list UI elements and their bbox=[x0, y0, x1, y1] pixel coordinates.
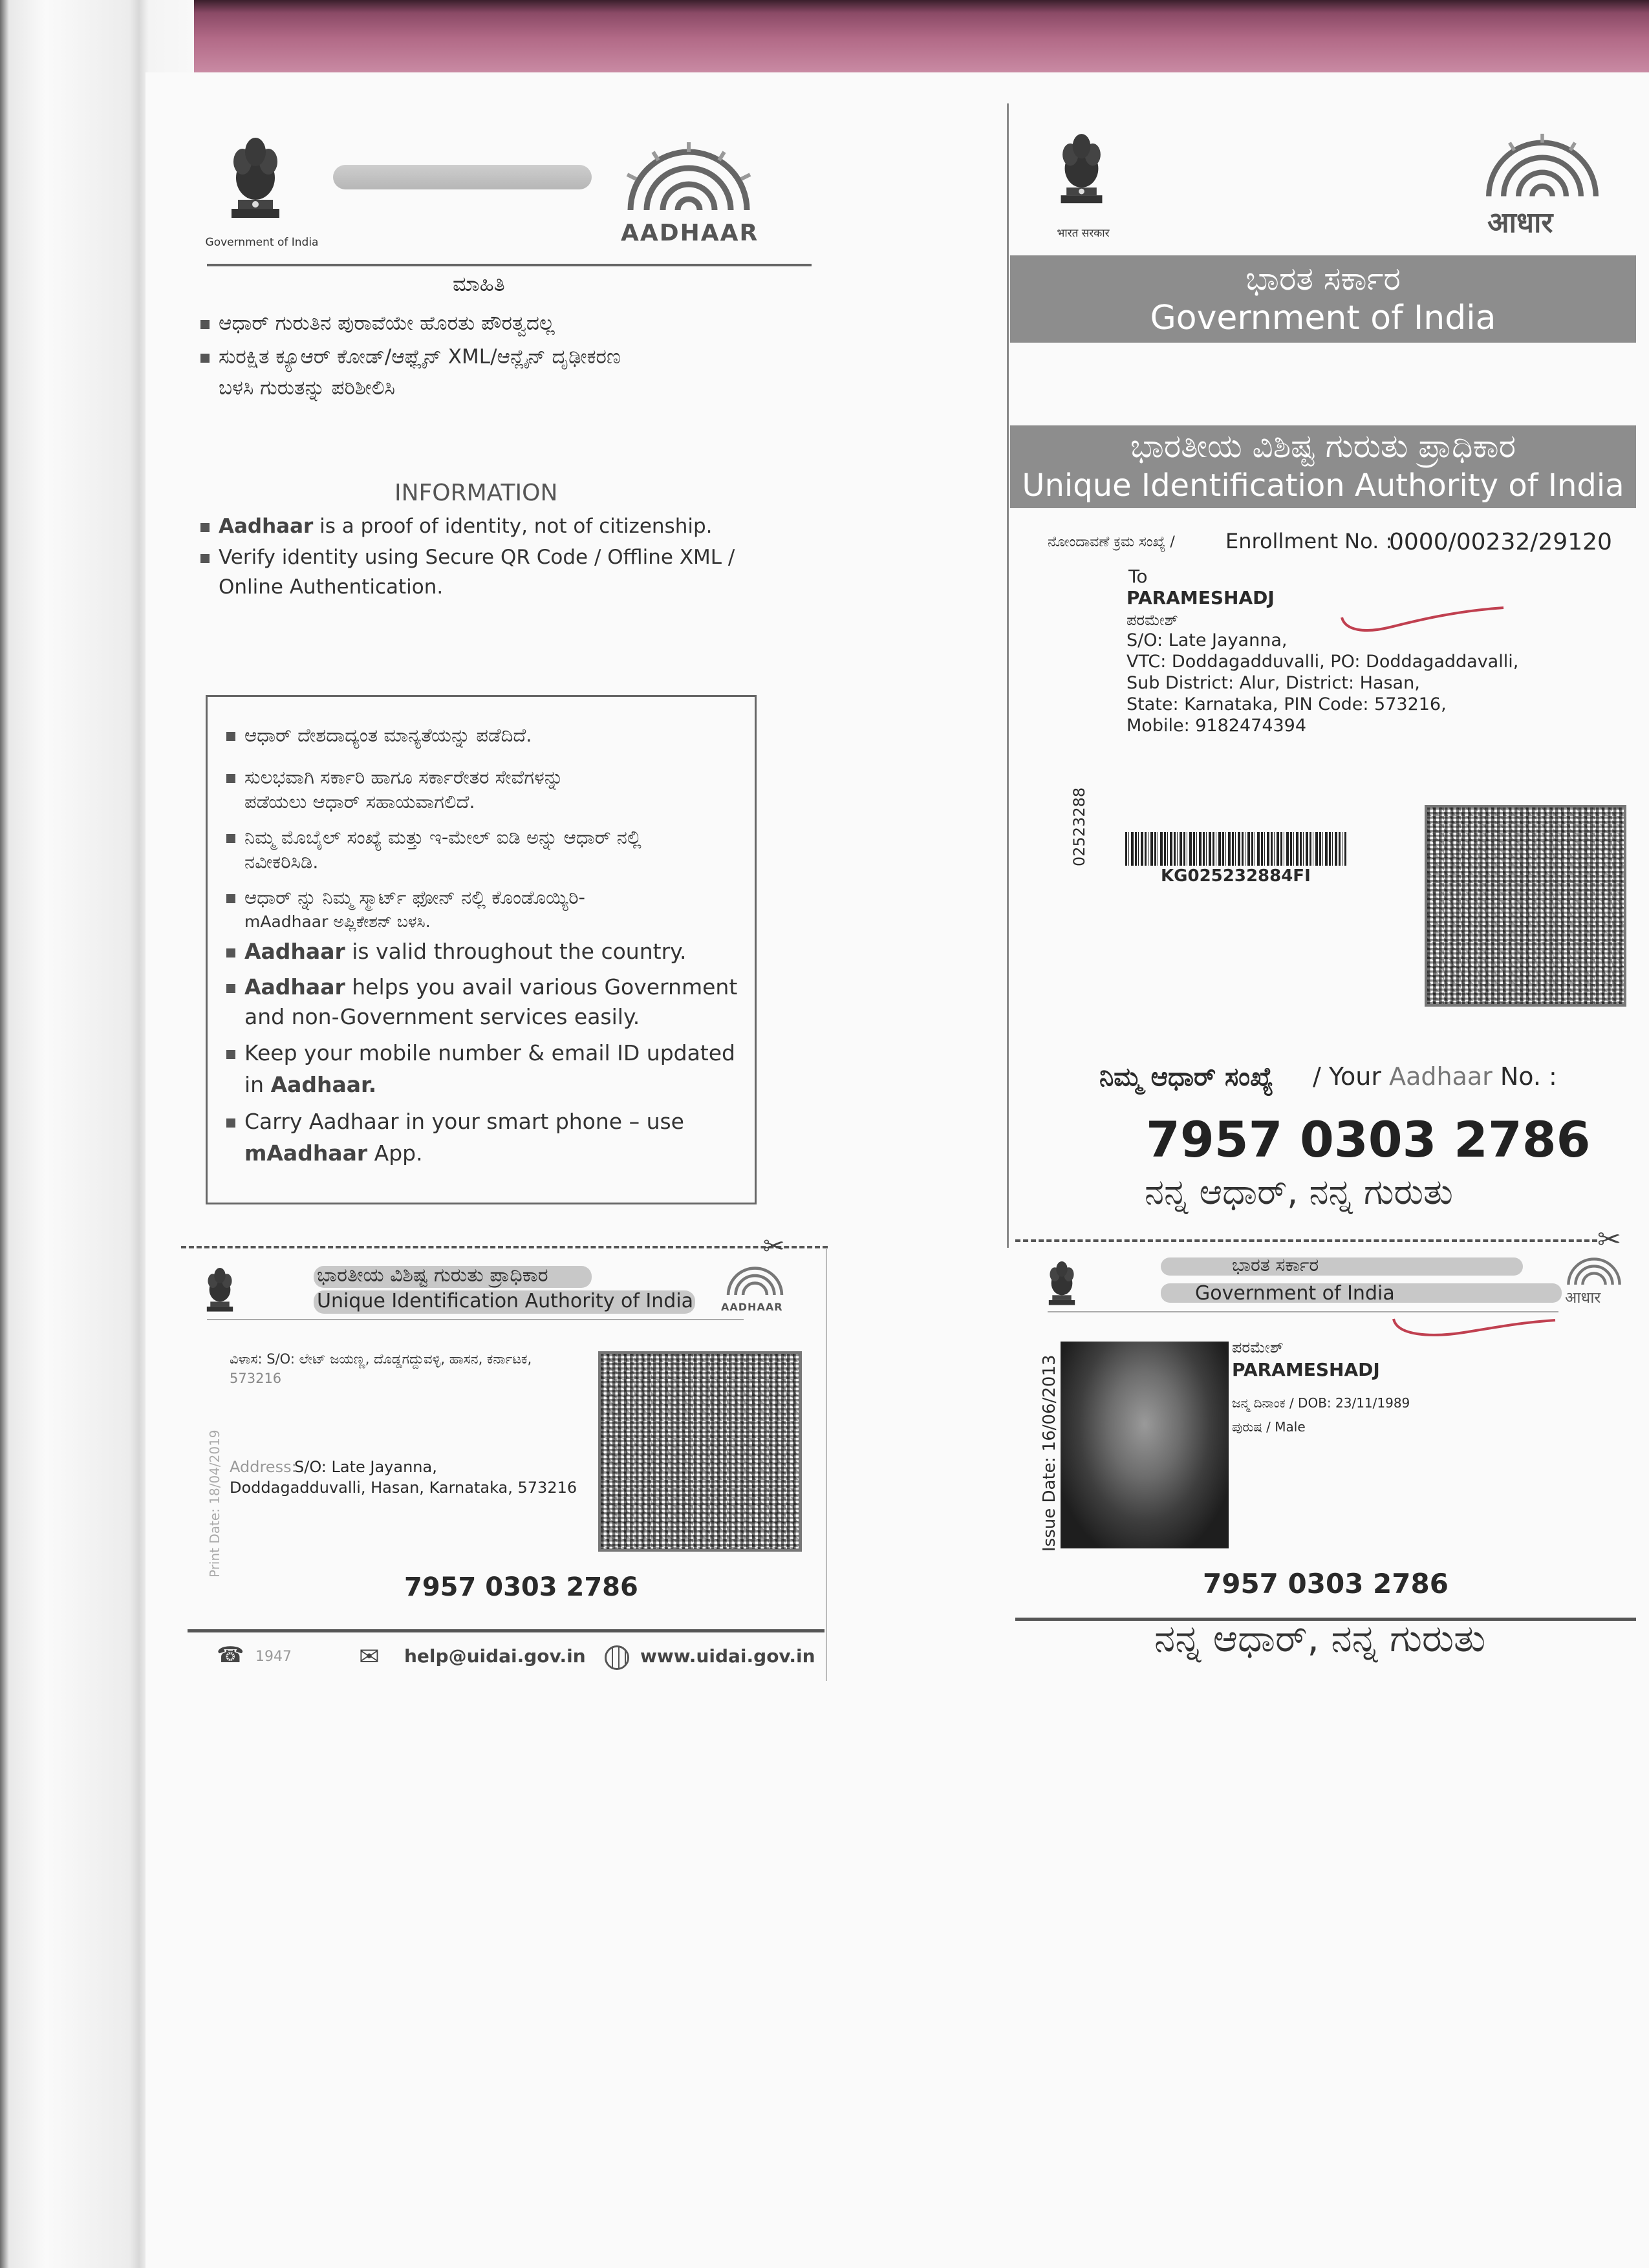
box-en-1: Aadhaar is valid throughout the country. bbox=[226, 937, 686, 966]
info-bullet-2: Verify identity using Secure QR Code / Offline XML / bbox=[200, 543, 735, 572]
print-date bbox=[207, 1554, 382, 1578]
right-logo-text: आधार bbox=[1487, 206, 1553, 239]
scan-background-top bbox=[0, 0, 1649, 72]
front-card-emblem-icon bbox=[1042, 1254, 1081, 1316]
kn-bullet-2: ಸುರಕ್ಷಿತ ಕ್ಯೂಆರ್ ಕೋಡ್/ಆಫ್ಲೈನ್ XML/ಆನ್ಲೈನ್ ದೃಢೀಕರಣ bbox=[200, 343, 621, 371]
tagline: ನನ್ನ ಆಧಾರ್, ನನ್ನ ಗುರುತು bbox=[1145, 1171, 1453, 1212]
front-card-name: PARAMESHADJ bbox=[1232, 1359, 1380, 1380]
recipient-name: PARAMESHADJ bbox=[1126, 587, 1275, 608]
your-aadhaar-no-kn: ನಿಮ್ಮ ಆಧಾರ್ ಸಂಖ್ಯೆ bbox=[1099, 1062, 1274, 1092]
national-emblem-icon bbox=[220, 133, 291, 230]
issue-date: Issue Date: 16/06/2013 bbox=[1040, 1354, 1059, 1552]
scissors-icon: ✂ bbox=[763, 1232, 785, 1261]
letter-qr-code bbox=[1425, 805, 1626, 1007]
box-kn-4: ಆಧಾರ್ ನ್ನು ನಿಮ್ಮ ಸ್ಮಾರ್ಟ್ ಫೋನ್ ನಲ್ಲಿ ಕೊಂಡೊಯ್ಯಿರಿ- bbox=[226, 883, 585, 912]
front-kn-hologram bbox=[1161, 1257, 1523, 1276]
address-line-3: Sub District: Alur, District: Hasan, bbox=[1126, 673, 1420, 693]
cut-line-right bbox=[1015, 1239, 1597, 1242]
box-kn-2-cont: ಪಡೆಯಲು ಆಧಾರ್ ಸಹಾಯವಾಗಲಿದೆ. bbox=[244, 791, 475, 813]
box-kn-3-cont: ನವೀಕರಿಸಿಡಿ. bbox=[244, 851, 319, 873]
emblem-caption: Government of India bbox=[205, 236, 319, 249]
front-red-pen-mark bbox=[1390, 1312, 1558, 1345]
red-pen-mark bbox=[1339, 604, 1507, 643]
box-en-4: Carry Aadhaar in your smart phone – use bbox=[226, 1107, 684, 1136]
blurred-hologram bbox=[333, 165, 592, 189]
panel-divider bbox=[1007, 103, 1009, 1248]
back-card-aadhaar-number: 7957 0303 2786 bbox=[404, 1572, 638, 1602]
to-label: To bbox=[1128, 566, 1148, 587]
band1-en: Government of India bbox=[1150, 299, 1496, 337]
address-label: Address: bbox=[230, 1458, 297, 1476]
band2-kn: ಭಾರತೀಯ ವಿಶಿಷ್ಟ ಗುರುತು ಪ್ರಾಧಿಕಾರ bbox=[1130, 427, 1516, 465]
back-card-kn-title: ಭಾರತೀಯ ವಿಶಿಷ್ಟ ಗುರುತು ಪ್ರಾಧಿಕಾರ bbox=[317, 1264, 548, 1287]
front-card-logo-text: आधार bbox=[1565, 1289, 1601, 1307]
scissors-right-icon: ✂ bbox=[1597, 1223, 1621, 1256]
box-en-3: Keep your mobile number & email ID updated bbox=[226, 1039, 735, 1067]
kn-bullet-2-cont: ಬಳಸಿ ಗುರುತನ್ನು ಪರಿಶೀಲಿಸಿ bbox=[219, 376, 395, 400]
box-kn-4-cont: mAadhaar ಅಪ್ಲಿಕೇಶನ್ ಬಳಸಿ. bbox=[244, 912, 431, 931]
barcode-text: KG025232884FI bbox=[1161, 866, 1311, 886]
back-card-kn-address: ವಿಳಾಸ: S/O: ಲೇಟ್ ಜಯಣ್ಣ, ದೊಡ್ಡಗದ್ದುವಳ್ಳಿ, ಹಾಸನ, ಕರ್ನಾಟಕ, bbox=[230, 1351, 532, 1367]
globe-icon bbox=[605, 1645, 629, 1670]
front-card-en-gov: Government of India bbox=[1195, 1282, 1395, 1305]
back-card-bottom-rule bbox=[188, 1629, 824, 1632]
box-en-2: Aadhaar helps you avail various Government bbox=[226, 973, 737, 1001]
box-kn-3: ನಿಮ್ಮ ಮೊಬೈಲ್ ಸಂಖ್ಯೆ ಮತ್ತು ಇ-ಮೇಲ್ ಐಡಿ ಅನ್ನು ಆಧಾರ್ ನಲ್ಲಿ bbox=[226, 823, 641, 851]
info-bullet-1: Aadhaar is a proof of identity, not of citizenship. bbox=[200, 512, 713, 540]
address-line-5: Mobile: 9182474394 bbox=[1126, 716, 1307, 736]
box-en-3-cont: in Aadhaar. bbox=[244, 1072, 377, 1097]
right-national-emblem-icon bbox=[1051, 126, 1112, 217]
enrollment-label: Enrollment No. : bbox=[1225, 529, 1393, 553]
aadhaar-logo-text: AADHAAR bbox=[621, 220, 759, 246]
front-card-name-kn: ಪರಮೇಶ್ bbox=[1232, 1338, 1284, 1356]
side-code: 02523288 bbox=[1070, 787, 1088, 866]
info-heading: INFORMATION bbox=[394, 480, 558, 506]
enrollment-kn-label: ನೋಂದಾವಣೆ ಕ್ರಮ ಸಂಖ್ಯೆ / bbox=[1048, 534, 1175, 550]
your-aadhaar-no-label: / Your Aadhaar No. : bbox=[1313, 1062, 1557, 1091]
back-card-address-l1: S/O: Late Jayanna, bbox=[294, 1458, 437, 1476]
aadhaar-logo-icon bbox=[608, 139, 770, 217]
front-card-gender: ಪುರುಷ / Male bbox=[1232, 1419, 1306, 1435]
box-kn-2: ಸುಲಭವಾಗಿ ಸರ್ಕಾರಿ ಹಾಗೂ ಸರ್ಕಾರೇತರ ಸೇವೆಗಳನ್ನು bbox=[226, 763, 563, 791]
back-card-emblem-icon bbox=[200, 1261, 239, 1322]
front-card-kn-gov: ಭಾರತ ಸರ್ಕಾರ bbox=[1232, 1254, 1319, 1276]
uidai-band bbox=[1010, 425, 1636, 508]
band1-kn: ಭಾರತ ಸರ್ಕಾರ bbox=[1245, 260, 1401, 297]
front-card-aadhaar-logo-icon bbox=[1558, 1251, 1630, 1290]
back-card-logo-text: AADHAAR bbox=[721, 1301, 783, 1313]
kn-info-heading: ಮಾಹಿತಿ bbox=[453, 272, 505, 296]
header-rule bbox=[207, 264, 812, 266]
address-line-2: VTC: Doddagadduvalli, PO: Doddagaddavalli, bbox=[1126, 652, 1519, 672]
front-card-dob: ಜನ್ಮ ದಿನಾಂಕ / DOB: 23/11/1989 bbox=[1232, 1395, 1410, 1411]
gov-india-band bbox=[1010, 255, 1636, 343]
back-card-qr-code bbox=[598, 1351, 802, 1552]
front-card-aadhaar-number: 7957 0303 2786 bbox=[1203, 1568, 1449, 1599]
left-panel-edge bbox=[826, 1248, 827, 1681]
info-bullet-2-cont: Online Authentication. bbox=[219, 575, 444, 599]
back-card-address-l2: Doddagadduvalli, Hasan, Karnataka, 573216 bbox=[230, 1479, 577, 1497]
back-card-kn-pin: 573216 bbox=[230, 1371, 282, 1386]
box-en-4-cont: mAadhaar App. bbox=[244, 1140, 423, 1166]
address-line-4: State: Karnataka, PIN Code: 573216, bbox=[1126, 694, 1447, 714]
recipient-name-kn: ಪರಮೇಶ್ bbox=[1126, 611, 1178, 629]
back-card-rule bbox=[207, 1319, 744, 1320]
website-url: www.uidai.gov.in bbox=[640, 1645, 815, 1667]
kn-bullet-1: ಆಧಾರ್ ಗುರುತಿನ ಪುರಾವೆಯೇ ಹೊರತು ಪೌರತ್ವದಲ್ಲ bbox=[200, 309, 555, 337]
address-line-1: S/O: Late Jayanna, bbox=[1126, 630, 1288, 650]
enrollment-number: 0000/00232/29120 bbox=[1389, 529, 1612, 555]
helpline-number: 1947 bbox=[255, 1649, 292, 1665]
band2-en: Unique Identification Authority of India bbox=[1022, 467, 1624, 504]
back-card-en-title: Unique Identification Authority of India bbox=[317, 1290, 694, 1312]
barcode bbox=[1125, 832, 1346, 866]
cut-line-left bbox=[181, 1246, 828, 1248]
holder-photo bbox=[1061, 1342, 1229, 1548]
back-card-aadhaar-logo-icon bbox=[718, 1261, 792, 1300]
support-email: help@uidai.gov.in bbox=[404, 1645, 586, 1667]
phone-icon: ☎ bbox=[217, 1642, 244, 1668]
front-card-tagline: ನನ್ನ ಆಧಾರ್, ನನ್ನ ಗುರುತು bbox=[1154, 1616, 1486, 1660]
right-emblem-caption: भारत सरकार bbox=[1057, 227, 1110, 240]
box-en-2-cont: and non-Government services easily. bbox=[244, 1004, 640, 1029]
aadhaar-number: 7957 0303 2786 bbox=[1146, 1111, 1591, 1168]
box-kn-1: ಆಧಾರ್ ದೇಶದಾದ್ಯಂತ ಮಾನ್ಯತೆಯನ್ನು ಪಡೆದಿದೆ. bbox=[226, 721, 532, 749]
email-icon: ✉ bbox=[359, 1642, 380, 1671]
right-aadhaar-logo-icon bbox=[1468, 129, 1617, 204]
